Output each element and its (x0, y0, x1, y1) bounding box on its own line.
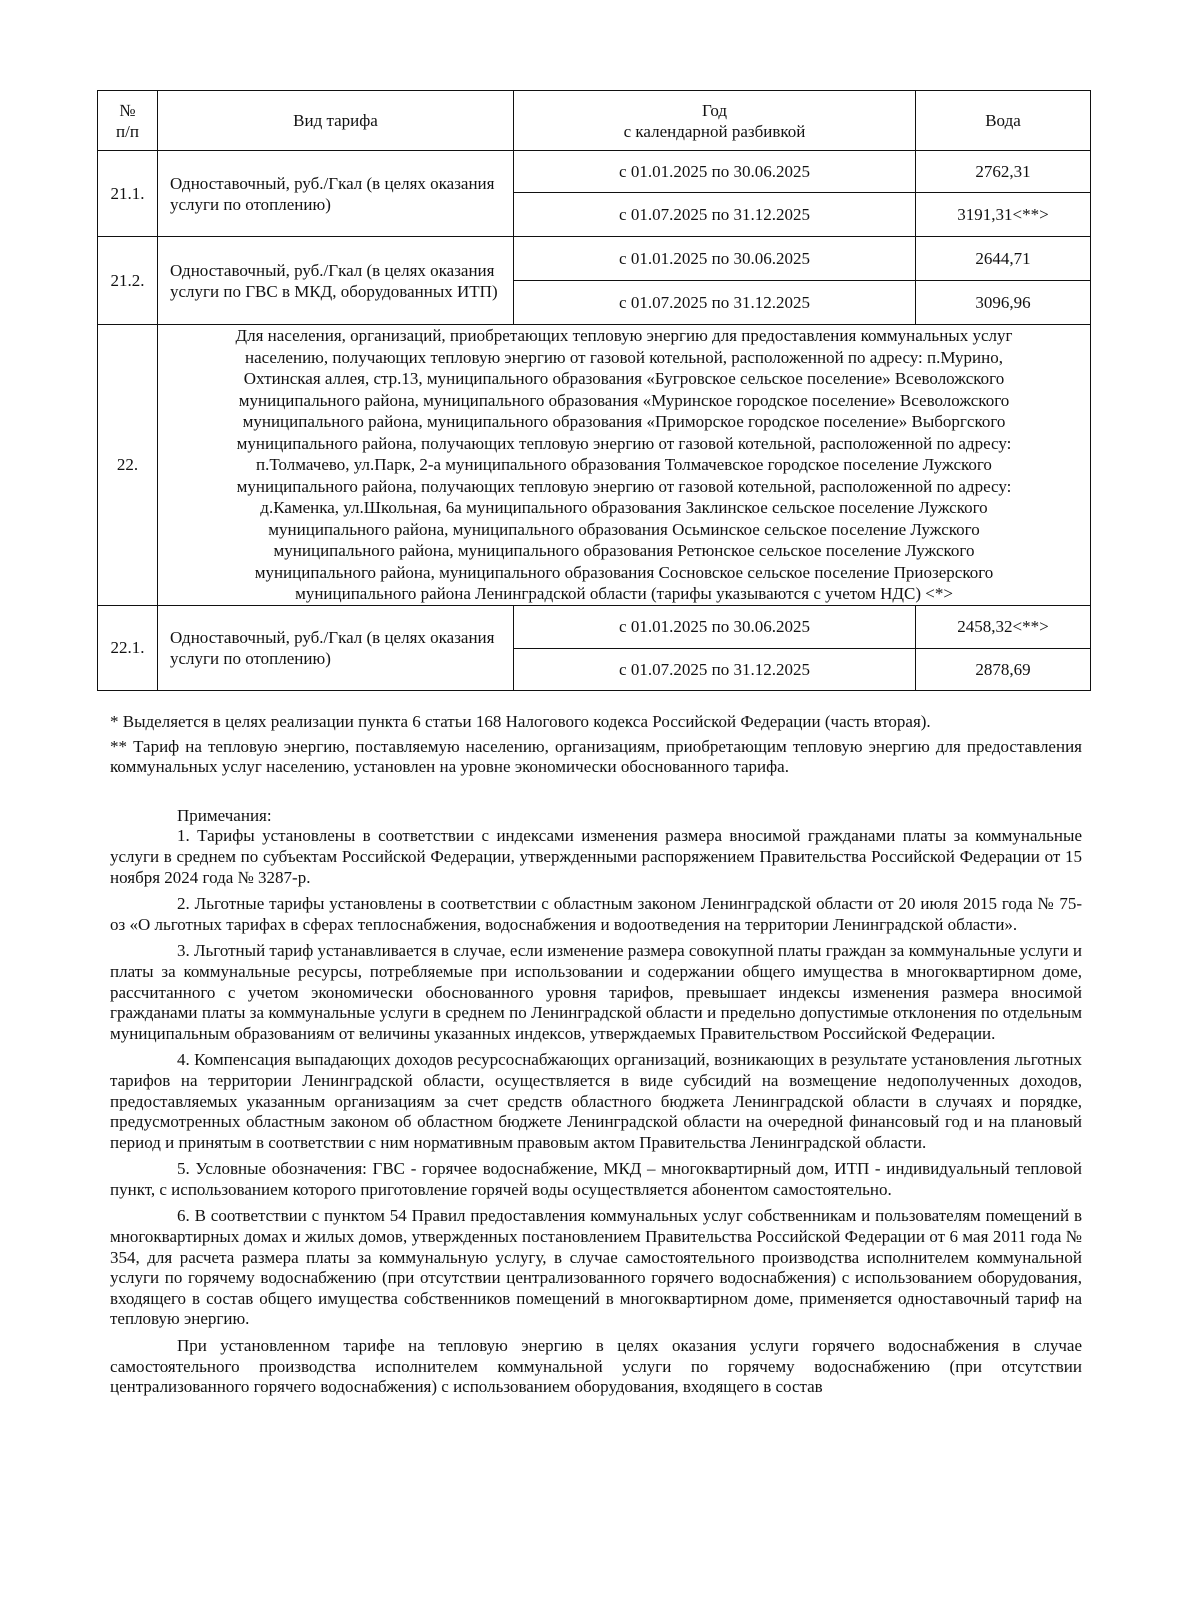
table-header-row (98, 91, 1091, 151)
header-year-line2: с календарной разбивкой (623, 121, 806, 141)
tariff-table (97, 90, 1091, 691)
period: с 01.01.2025 по 30.06.2025 (514, 237, 916, 281)
row-number: 22.1. (98, 606, 158, 691)
period: с 01.07.2025 по 31.12.2025 (514, 649, 916, 691)
description-line: муниципального района, муниципального образования «Муринское городское поселение» Всеволожского (238, 390, 1010, 410)
period: с 01.01.2025 по 30.06.2025 (514, 606, 916, 649)
header-num-line1: № (119, 100, 136, 120)
header-num (98, 91, 158, 151)
footnote-single-star: * Выделяется в целях реализации пункта 6 статьи 168 Налогового кодекса Российской Федерации (часть вторая). (110, 712, 931, 731)
table-row (98, 151, 1091, 193)
header-num-line2: п/п (116, 121, 139, 141)
description-line: Для населения, организаций, приобретающих тепловую энергию для предоставления коммунальных услуг (235, 326, 1013, 346)
tariff-type: Одноставочный, руб./Гкал (в целях оказания услуги по ГВС в МКД, оборудованных ИТП) (158, 237, 514, 325)
note-item: 6. В соответствии с пунктом 54 Правил предоставления коммунальных услуг собственникам и пользователям помещений в многоквартирных домах и жилых домов, утвержденных постановлением Правительства Российской Федерации от 6 мая 2011 года № 354, для расчета размера платы за коммунальную услугу, в случае самостоятельного производства исполнителем коммунальной услуги по горячему водоснабжению (при отсутствии централизованного горячего водоснабжения) с использованием оборудования, входящего в состав общего имущества собственников помещений в многоквартирном доме, применяется одноставочный тариф на тепловую энергию. (110, 1206, 1082, 1329)
description-line: д.Каменка, ул.Школьная, 6а муниципального образования Заклинское сельское поселение Лужского (260, 498, 988, 518)
description-line: муниципального района, муниципального образования Сосновское сельское поселение Приозерского (254, 562, 994, 582)
note-item: 1. Тарифы установлены в соответствии с индексами изменения размера вносимой гражданами платы за коммунальные услуги в среднем по субъектам Российской Федерации, утвержденными распоряжением Правительства Российской Федерации от 15 ноября 2024 года № 3287-р. (110, 826, 1082, 887)
description-line: муниципального района, получающих тепловую энергию от газовой котельной, расположенной по адресу: (236, 476, 1012, 496)
row-number: 21.2. (98, 237, 158, 325)
note-item: 3. Льготный тариф устанавливается в случае, если изменение размера совокупной платы граждан за коммунальные услуги и платы за коммунальные ресурсы, потребляемые при использовании и содержании общего имущества в многоквартирном доме, рассчитанного с учетом экономически обоснованного уровня тарифов, превышает индексы изменения размера вносимой гражданами платы за коммунальные услуги в среднем по Ленинградской области и предельно допустимые отклонения по отдельным муниципальным образованиям от величины указанных индексов, утверждаемых Правительством Российской Федерации. (110, 941, 1082, 1043)
period: с 01.07.2025 по 31.12.2025 (514, 281, 916, 325)
note-item: 5. Условные обозначения: ГВС - горячее водоснабжение, МКД – многоквартирный дом, ИТП - индивидуальный тепловой пункт, с использованием которого приготовление горячей воды осуществляется абонентом самостоятельно. (110, 1159, 1082, 1199)
description-line: муниципального района, муниципального образования Ретюнское сельское поселение Лужского (273, 541, 975, 561)
header-water: Вода (916, 91, 1091, 151)
period: с 01.01.2025 по 30.06.2025 (514, 151, 916, 193)
description-line: муниципального района Ленинградской области (тарифы указываются с учетом НДС) <*> (295, 584, 953, 604)
water-value: 3191,31<**> (916, 193, 1091, 237)
period: с 01.07.2025 по 31.12.2025 (514, 193, 916, 237)
water-value: 2644,71 (916, 237, 1091, 281)
table-row (98, 325, 1091, 606)
description-line: муниципального района, муниципального образования Осьминское сельское поселение Лужского (268, 519, 980, 539)
table-row (98, 606, 1091, 649)
row-number: 22. (98, 325, 158, 606)
row-number: 21.1. (98, 151, 158, 237)
tariff-type: Одноставочный, руб./Гкал (в целях оказания услуги по отоплению) (158, 151, 514, 237)
description-line: муниципального района, получающих тепловую энергию от газовой котельной, расположенной по адресу: (236, 433, 1012, 453)
tariff-type: Одноставочный, руб./Гкал (в целях оказания услуги по отоплению) (158, 606, 514, 691)
description-line: населению, получающих тепловую энергию от газовой котельной, расположенной по адресу: п.Мурино, (245, 347, 1003, 367)
description-line: п.Толмачево, ул.Парк, 2-а муниципального образования Толмачевское городское поселение Лужского (256, 455, 992, 475)
description-line: Охтинская аллея, стр.13, муниципального образования «Бугровское сельское поселение» Всеволожского (243, 369, 1005, 389)
notes-section (110, 712, 1082, 1404)
water-value: 2878,69 (916, 649, 1091, 691)
table-row (98, 237, 1091, 281)
footnote-double-star: ** Тариф на тепловую энергию, поставляемую населению, организациям, приобретающим тепловую энергию для предоставления коммунальных услуг населению, установлен на уровне экономически обоснованного тарифа. (110, 736, 1082, 777)
water-value: 2762,31 (916, 151, 1091, 193)
header-type: Вид тарифа (158, 91, 514, 151)
note-item: При установленном тарифе на тепловую энергию в целях оказания услуги горячего водоснабжения в случае самостоятельного производства исполнителем коммунальной услуги по горячему водоснабжению (при отсутствии централизованного горячего водоснабжения) с использованием оборудования, входящего в состав (110, 1336, 1082, 1397)
header-year-line1: Год (702, 100, 727, 120)
description-line: муниципального района, муниципального образования «Приморское городское поселение» Выборгского (242, 412, 1006, 432)
note-item: 2. Льготные тарифы установлены в соответствии с областным законом Ленинградской области от 20 июля 2015 года № 75-оз «О льготных тарифах в сферах теплоснабжения, водоснабжения и водоотведения на территории Ленинградской области». (110, 894, 1082, 934)
header-year (514, 91, 916, 151)
water-value: 3096,96 (916, 281, 1091, 325)
note-item: 4. Компенсация выпадающих доходов ресурсоснабжающих организаций, возникающих в результате установления льготных тарифов на территории Ленинградской области, осуществляется в виде субсидий на возмещение недополученных доходов, предоставляемых указанным организациям за счет средств областного бюджета Ленинградской области в случаях и порядке, предусмотренных областным законом об областном бюджете Ленинградской области на очередной финансовый год и на плановый период и принятым в соответствии с ним нормативным правовым актом Правительства Ленинградской области. (110, 1050, 1082, 1152)
water-value: 2458,32<**> (916, 606, 1091, 649)
consumer-description (158, 325, 1091, 606)
notes-title: Примечания: (177, 805, 272, 825)
